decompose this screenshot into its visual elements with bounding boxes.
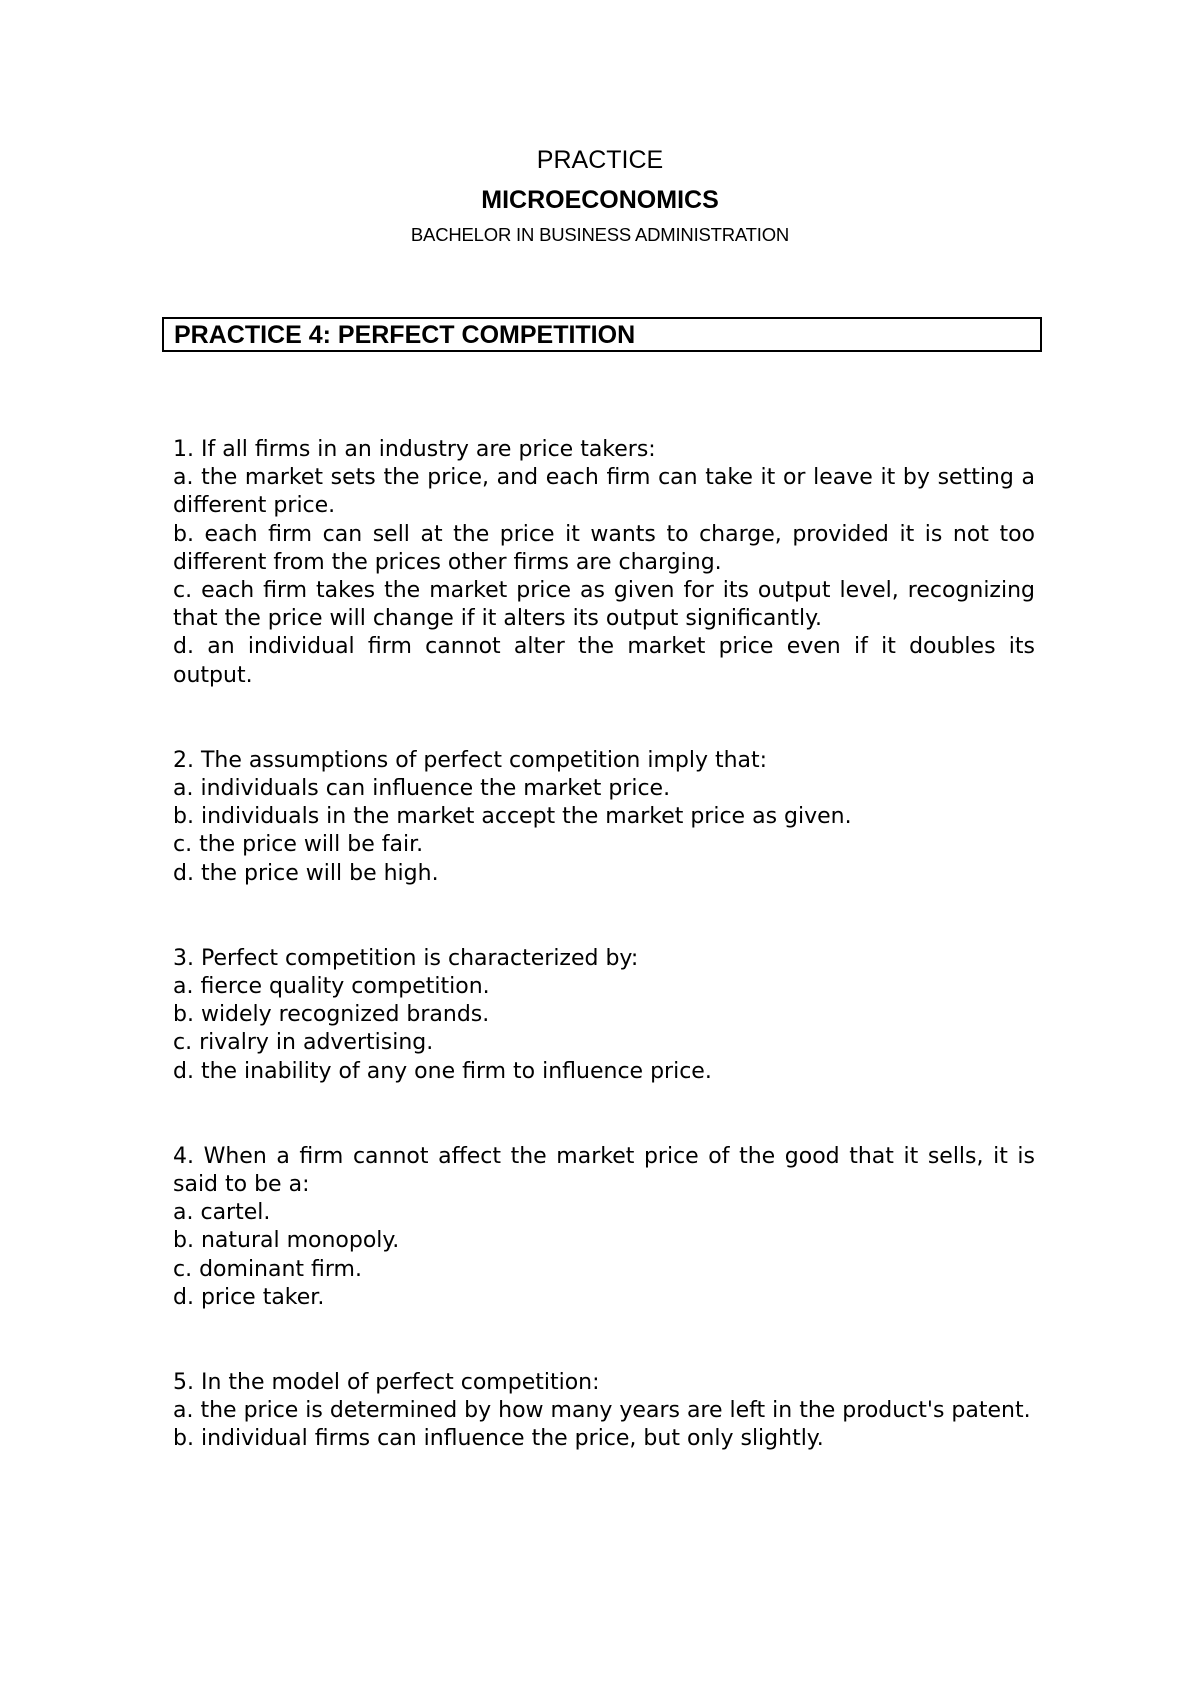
answer-option-d: d. the inability of any one firm to influence price. <box>173 1058 712 1084</box>
question-list <box>173 436 1035 1511</box>
question-stem: 5. In the model of perfect competition: <box>173 1370 600 1396</box>
answer-option-a: a. cartel. <box>173 1200 271 1226</box>
header-degree: BACHELOR IN BUSINESS ADMINISTRATION <box>410 224 790 245</box>
answer-option-d: d. an individual firm cannot alter the market price even if it doubles its output. <box>173 634 1035 688</box>
answer-option-b: b. individuals in the market accept the market price as given. <box>173 804 852 830</box>
answer-option-b: b. widely recognized brands. <box>173 1002 490 1028</box>
question-1 <box>173 436 1035 690</box>
header-subject: MICROECONOMICS <box>481 186 719 214</box>
answer-option-a: a. the price is determined by how many years are left in the product's patent. <box>173 1398 1031 1424</box>
answer-option-d: d. the price will be high. <box>173 860 439 886</box>
question-stem: 3. Perfect competition is characterized by: <box>173 945 639 971</box>
answer-option-a: a. the market sets the price, and each firm can take it or leave it by setting a different price. <box>173 465 1035 519</box>
answer-option-c: c. each firm takes the market price as given for its output level, recognizing that the price will change if it alters its output significantly. <box>173 578 1035 632</box>
question-stem: 2. The assumptions of perfect competition imply that: <box>173 747 768 773</box>
answer-option-b: b. individual firms can influence the price, but only slightly. <box>173 1426 824 1452</box>
section-title-box <box>162 317 1042 352</box>
question-stem: 1. If all firms in an industry are price takers: <box>173 437 656 462</box>
answer-option-d: d. price taker. <box>173 1284 325 1310</box>
header-practice-label: PRACTICE <box>536 146 664 174</box>
question-stem: 4. When a firm cannot affect the market price of the good that it sells, it is said to be a: <box>173 1143 1035 1198</box>
answer-option-a: a. individuals can influence the market price. <box>173 776 671 802</box>
answer-option-a: a. fierce quality competition. <box>173 974 490 1000</box>
answer-option-c: c. dominant firm. <box>173 1256 362 1282</box>
question-4 <box>173 1143 1035 1312</box>
answer-option-b: b. natural monopoly. <box>173 1228 400 1254</box>
answer-option-b: b. each firm can sell at the price it wants to charge, provided it is not too different from the prices other firms are charging. <box>173 521 1035 575</box>
question-3 <box>173 945 1035 1086</box>
answer-option-c: c. rivalry in advertising. <box>173 1030 434 1056</box>
question-2 <box>173 747 1035 888</box>
section-title: PRACTICE 4: PERFECT COMPETITION <box>174 321 636 349</box>
question-5 <box>173 1369 1035 1454</box>
answer-option-c: c. the price will be fair. <box>173 832 424 858</box>
